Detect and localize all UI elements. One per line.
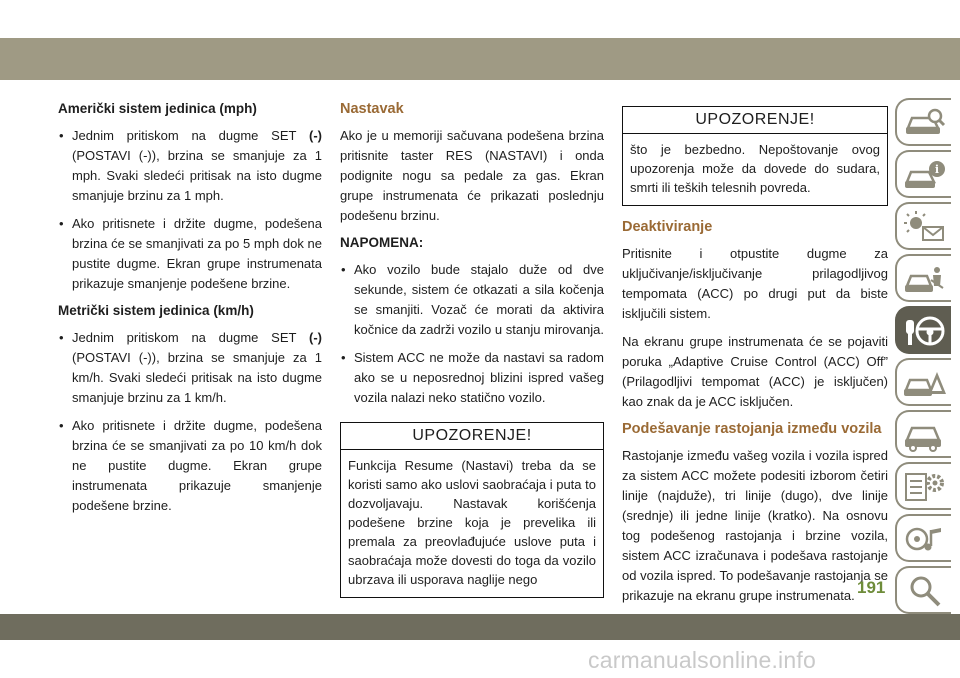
list-item: • Sistem ACC ne može da nastavi sa radom ako se u neposrednoj blizini ispred vašeg vozila nalazi neko statično vozilo. [340,348,604,408]
warning-box [340,422,604,598]
warning-box-continued [622,106,888,206]
car-safety-icon [903,262,947,296]
footer-band [0,614,960,640]
tab-in-case-of-emergency[interactable] [895,358,951,406]
warning-title: UPOZORENJE! [623,107,887,134]
tab-maintenance[interactable] [895,462,951,510]
note-label: NAPOMENA: [340,235,424,250]
chapter-tabs [891,98,960,670]
distance-paragraph: Rastojanje između vašeg vozila i vozila ispred za sistem ACC možete podesiti izborom četiri linije (najduže), tri linije (dugo), dve linije (srednje) ili jedne linije (kratko). Na osnovu tog podešenog rastojanja i brzine vozila, sistem ACC izračunava i podešava rastojanje od vozila ispred. To podešavanje rastojanja se prikazuje na ekranu grupe instrumenata. [622,448,888,603]
warning-title: UPOZORENJE! [341,423,603,450]
footer-strip [0,640,960,678]
tab-specifications[interactable] [895,566,951,614]
watermark: carmanualsonline.info [588,647,816,673]
roadside-warning-triangle-icon [903,366,947,400]
warning-text: što je bezbedno. Nepoštovanje ovog upozorenja može da dovede do sudara, smrti ili teških telesnih povreda. [630,142,880,195]
metric-units-list [58,328,322,516]
svg-text:i: i [934,163,940,176]
list-item: • Jednim pritiskom na dugme SET (-) (POSTAVI (-)), brzina se smanjuje za 1 mph. Svaki sledeći pritisak na isto dugme smanjuje brzinu za 1 mph. [58,126,322,206]
steering-wheel-key-icon [903,314,947,348]
warning-text: Funkcija Resume (Nastavi) treba da se koristi samo ako uslovi saobraćaja i puta to dozvoljavaju. Nastavak korišćenja podešene brzine koja je prevelika ili premala za preovlađujuće uslove puta i saobraćaja može dovesti do toga da vozilo ubrzava ili usporava naglije nego [348,458,596,587]
header-band [0,38,960,80]
list-item: • Ako vozilo bude stajalo duže od dve sekunde, sistem će otkazati a sila kočenja se smanjiti. Vozač će morati da aktivira kočnice da zadrži vozilo u stanju mirovanja. [340,260,604,340]
deactivate-paragraph-1: Pritisnite i otpustite dugme za uključivanje/isključivanje prilagodljivog tempomata (ACC) po drugi put da biste isključili sistem. [622,246,888,321]
multimedia-icon [903,522,947,556]
column-1 [58,100,322,524]
tab-getting-to-know-vehicle[interactable] [895,98,951,146]
resume-paragraph: Ako je u memoriji sačuvana podešena brzina pritisnite taster RES (NASTAVI) i onda podignite nogu sa pedale za gas. Ekran grupe instrumenata će prikazati poslednju podešenu brzinu. [340,128,604,223]
metric-units-heading: Metrički sistem jedinica (km/h) [58,303,254,318]
distance-heading: Podešavanje rastojanja između vozila [622,421,882,437]
list-item: • Jednim pritiskom na dugme SET (-) (POSTAVI (-)), brzina se smanjuje za 1 km/h. Svaki sledeći pritisak na isto dugme smanjuje brzinu za 1 km/h. [58,328,322,408]
list-item: • Ako pritisnete i držite dugme, podešena brzina će se smanjivati za po 5 mph dok ne pustite dugme. Ekran grupe instrumenata prikazuje smanjenje podešene brzine. [58,214,322,294]
page-number: 191 [857,578,886,597]
car-magnifier-icon [903,106,947,140]
us-units-heading: Američki sistem jedinica (mph) [58,101,257,116]
column-2 [340,100,604,608]
maintenance-gears-icon [903,470,947,504]
tab-instrument-panel[interactable] [895,150,951,198]
tab-safety[interactable] [895,254,951,302]
list-item: • Ako pritisnete i držite dugme, podešena brzina će se smanjivati za po 10 km/h dok ne pustite dugme. Ekran grupe instrumenata prikazuje smanjenje podešene brzine. [58,416,322,516]
deactivate-paragraph-2: Na ekranu grupe instrumenata će se pojaviti poruka „Adaptive Cruise Control (ACC) Off” (Prilagodljivi tempomat (ACC) je isključen) kao znak da je ACC isključen. [622,334,888,409]
car-info-icon [903,158,947,192]
tab-warning-lights[interactable] [895,202,951,250]
resume-heading: Nastavak [340,101,404,117]
tab-starting-and-operating[interactable] [895,306,951,354]
note-list [340,260,604,408]
us-units-list [58,126,322,294]
warning-lights-message-icon [903,210,947,244]
tab-multimedia[interactable] [895,514,951,562]
search-magnifier-icon [903,574,947,608]
column-3 [622,106,888,614]
deactivate-heading: Deaktiviranje [622,219,713,235]
tab-servicing[interactable] [895,410,951,458]
car-service-icon [903,418,947,452]
